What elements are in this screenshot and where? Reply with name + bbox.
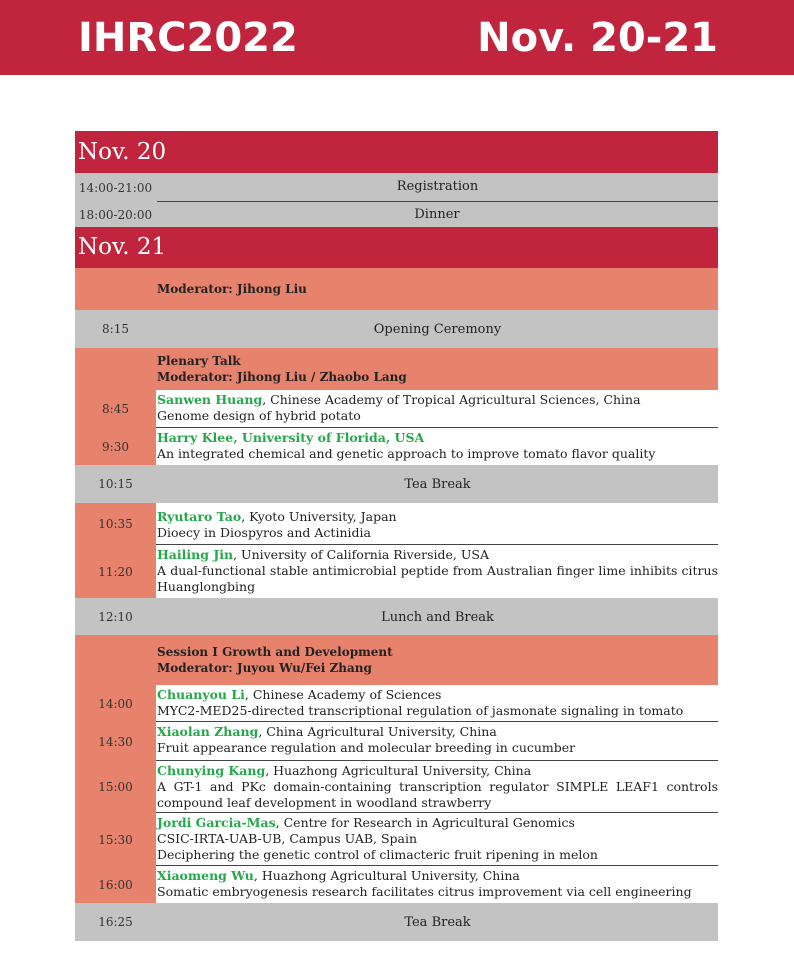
time-cell: 8:15	[75, 310, 156, 348]
time-cell: 14:00	[75, 685, 156, 722]
talk-content	[156, 866, 718, 903]
talk-content	[156, 761, 718, 813]
time-cell: 14:30	[75, 722, 156, 761]
speaker-affiliation: , Chinese Academy of Sciences	[244, 687, 442, 702]
time-cell: 11:20	[75, 545, 156, 598]
speaker-name: Hailing Jin	[157, 547, 234, 562]
speaker-affiliation: , Huazhong Agricultural University, China	[265, 763, 532, 778]
plenary-header-row	[75, 348, 718, 390]
schedule-table	[75, 131, 718, 941]
talk-content	[156, 503, 718, 545]
time-cell-empty	[75, 635, 156, 685]
talk-title: MYC2-MED25-directed transcriptional regulation of jasmonate signaling in tomato	[157, 703, 684, 718]
session-title: Plenary Talk	[157, 354, 241, 368]
session-header-row	[75, 635, 718, 685]
talk-content	[156, 545, 718, 598]
talk-row	[75, 390, 718, 428]
speaker-affiliation: , China Agricultural University, China	[258, 724, 497, 739]
talk-content	[156, 390, 718, 428]
conference-name: IHRC2022	[78, 15, 298, 61]
time-cell: 15:00	[75, 761, 156, 813]
speaker-affiliation: , Chinese Academy of Tropical Agricultural Sciences, China	[262, 392, 641, 407]
speaker-name: Ryutaro Tao	[157, 509, 242, 524]
event-title: Tea Break	[156, 465, 718, 503]
time-cell: 9:30	[75, 428, 156, 465]
session-title: Session I Growth and Development	[157, 645, 393, 659]
talk-content	[156, 722, 718, 761]
talk-row	[75, 722, 718, 761]
speaker-affiliation-line2: CSIC-IRTA-UAB-UB, Campus UAB, Spain	[157, 831, 418, 846]
speaker-name: Chunying Kang	[157, 763, 266, 778]
talk-row	[75, 685, 718, 722]
moderator-row	[75, 268, 718, 310]
moderator-text: Moderator: Jihong Liu	[156, 268, 718, 310]
session-header	[156, 635, 718, 685]
schedule-row-tea-break	[75, 465, 718, 503]
talk-row	[75, 813, 718, 866]
talk-title: Deciphering the genetic control of climacteric fruit ripening in melon	[157, 847, 598, 862]
event-title: Tea Break	[156, 903, 718, 941]
time-cell: 14:00-21:00	[75, 173, 157, 202]
speaker-affiliation: , Huazhong Agricultural University, China	[253, 868, 520, 883]
speaker-name: Chuanyou Li	[157, 687, 245, 702]
session-moderator: Moderator: Juyou Wu/Fei Zhang	[157, 661, 372, 675]
header-banner	[0, 0, 794, 75]
talk-content	[156, 685, 718, 722]
event-title: Lunch and Break	[156, 598, 718, 635]
time-cell: 15:30	[75, 813, 156, 866]
event-title: Dinner	[156, 202, 718, 227]
schedule-row-opening	[75, 310, 718, 348]
schedule-row-lunch	[75, 598, 718, 635]
schedule-row-registration	[75, 173, 718, 202]
time-cell: 10:35	[75, 503, 156, 545]
time-cell: 10:15	[75, 465, 156, 503]
speaker-name: Harry Klee, University of Florida, USA	[157, 430, 425, 445]
talk-row	[75, 503, 718, 545]
talk-title: Dioecy in Diospyros and Actinidia	[157, 525, 371, 540]
schedule-row-tea-break	[75, 903, 718, 941]
time-cell-empty	[75, 268, 156, 310]
event-title: Opening Ceremony	[156, 310, 718, 348]
talk-title: A dual-functional stable antimicrobial peptide from Australian finger lime inhibits citrus Huanglongbing	[157, 563, 718, 594]
event-title: Registration	[157, 173, 718, 202]
time-cell: 8:45	[75, 390, 156, 428]
day-header-nov21: Nov. 21	[75, 227, 718, 268]
talk-content	[156, 428, 718, 465]
talk-title: A GT-1 and PKc domain-containing transcription regulator SIMPLE LEAF1 controls compound leaf development in woodland strawberry	[157, 779, 718, 810]
talk-title: Somatic embryogenesis research facilitates citrus improvement via cell engineering	[157, 884, 692, 899]
speaker-affiliation: , University of California Riverside, USA	[233, 547, 489, 562]
time-cell: 12:10	[75, 598, 156, 635]
session-moderator: Moderator: Jihong Liu / Zhaobo Lang	[157, 370, 407, 384]
talk-title: An integrated chemical and genetic approach to improve tomato flavor quality	[157, 446, 656, 461]
speaker-name: Sanwen Huang	[157, 392, 263, 407]
talk-row	[75, 428, 718, 465]
time-cell: 16:25	[75, 903, 156, 941]
speaker-name: Xiaomeng Wu	[157, 868, 254, 883]
time-cell: 16:00	[75, 866, 156, 903]
talk-row	[75, 866, 718, 903]
talk-title: Genome design of hybrid potato	[157, 408, 361, 423]
conference-dates: Nov. 20-21	[477, 15, 718, 61]
talk-row	[75, 761, 718, 813]
session-header	[156, 348, 718, 390]
speaker-affiliation: , Centre for Research in Agricultural Genomics	[275, 815, 575, 830]
day-header-nov20: Nov. 20	[75, 131, 718, 173]
schedule-row-dinner	[75, 202, 718, 227]
speaker-name: Xiaolan Zhang	[157, 724, 259, 739]
speaker-affiliation: , Kyoto University, Japan	[241, 509, 397, 524]
speaker-name: Jordi Garcia-Mas	[157, 815, 276, 830]
time-cell: 18:00-20:00	[75, 202, 156, 227]
talk-title: Fruit appearance regulation and molecular breeding in cucumber	[157, 740, 576, 755]
talk-row	[75, 545, 718, 598]
talk-content	[156, 813, 718, 866]
time-cell-empty	[75, 348, 156, 390]
